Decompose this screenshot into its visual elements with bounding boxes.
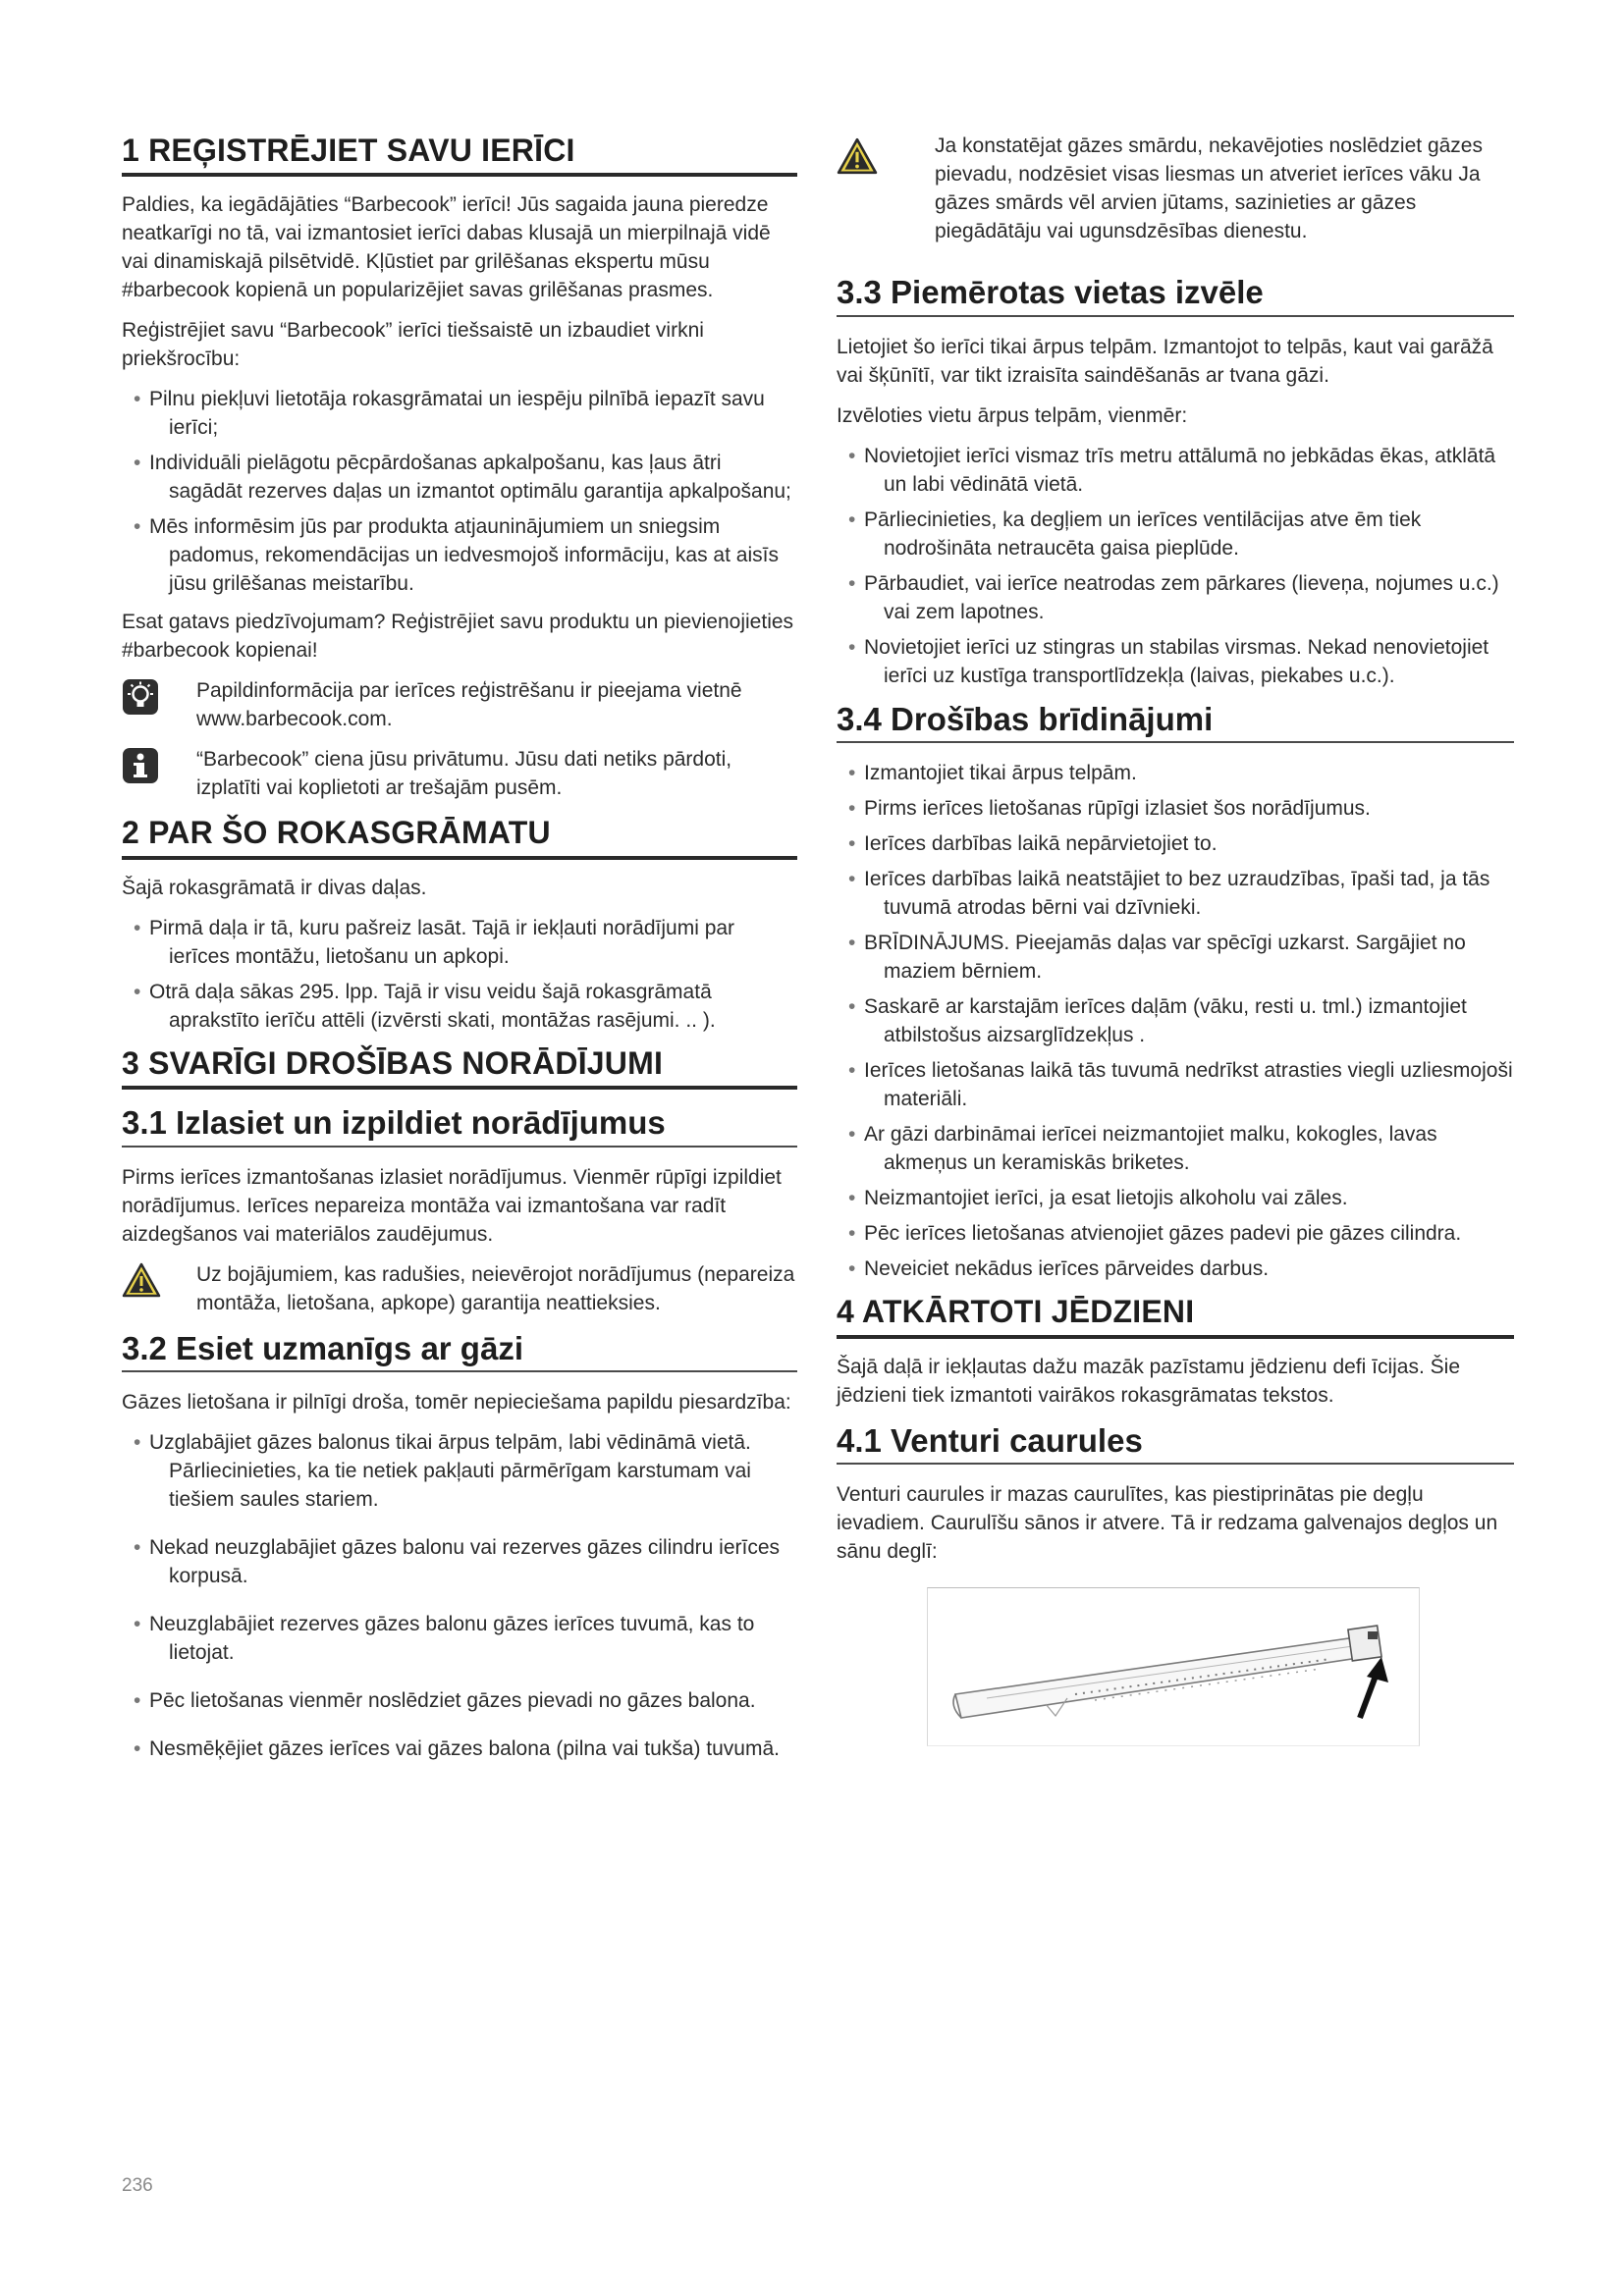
section-3-4-title: 3.4 Drošības brīdinājumi: [837, 700, 1514, 744]
list-item: • Pēc ierīces lietošanas atvienojiet gāzes padevi pie gāzes cilindra.: [837, 1219, 1514, 1248]
page-number: 236: [122, 2175, 153, 2196]
list-item: • Pilnu piekļuvi lietotāja rokasgrāmatai un iespēju pilnībā iepazīt savu ierīci;: [122, 385, 797, 442]
list-item: • Novietojiet ierīci vismaz trīs metru attālumā no jebkādas ēkas, atklātā un labi vēdinātā vietā.: [837, 442, 1514, 499]
right-column: [837, 132, 1514, 1746]
list-item: • Pārliecinieties, ka degļiem un ierīces ventilācijas atve ēm tiek nodrošināta netraucēta gaisa pieplūde.: [837, 506, 1514, 562]
list-item: • Ierīces lietošanas laikā tās tuvumā nedrīkst atrasties viegli uzliesmojoši materiāli.: [837, 1056, 1514, 1113]
s31-paragraph: Pirms ierīces izmantošanas izlasiet norādījumus. Vienmēr rūpīgi izpildiet norādījumus. Ierīces nepareiza montāža vai izmantošana var radīt aizdegšanos vai materiālos zaudējumus.: [122, 1165, 782, 1246]
list-item: • Novietojiet ierīci uz stingras un stabilas virsmas. Nekad nenovietojiet ierīci uz kustīga transportlīdzekļa (laivas, piekabes u.c.).: [837, 633, 1514, 690]
tip-note: [122, 676, 797, 733]
list-item: • Pēc lietošanas vienmēr noslēdziet gāzes pievadi no gāzes balona.: [122, 1686, 797, 1715]
s33-paragraph-2: Izvēloties vietu ārpus telpām, vienmēr:: [837, 403, 1188, 427]
s41-paragraph: Venturi caurules ir mazas caurulītes, kas piestiprinātas pie degļu ievadiem. Caurulīšu sānos ir atvere. Tā ir redzama galvenajos degļos un sānu deglī:: [837, 1483, 1498, 1564]
section-3-1-title: 3.1 Izlasiet un izpildiet norādījumus: [122, 1103, 797, 1148]
list-item: • Mēs informēsim jūs par produkta atjauninājumiem un sniegsim padomus, rekomendācijas un iedvesmojoš informāciju, kas at aisīs jūsu grilēšanas meistarību.: [122, 512, 797, 598]
list-item: • Ar gāzi darbināmai ierīcei neizmantojiet malku, kokogles, lavas akmeņus un keramiskās briketes.: [837, 1120, 1514, 1177]
s1-paragraph-2: Reģistrējiet savu “Barbecook” ierīci tiešsaistē un izbaudiet virkni priekšrocību:: [122, 319, 704, 371]
list-item: • BRĪDINĀJUMS. Pieejamās daļas var spēcīgi uzkarst. Sargājiet no maziem bērniem.: [837, 929, 1514, 986]
list-item: • Uzglabājiet gāzes balonus tikai ārpus telpām, labi vēdināmā vietā. Pārliecinieties, ka tie netiek pakļauti pārmērīgam karstumam vai tiešiem saules stariem.: [122, 1428, 797, 1514]
s1-paragraph-1: Paldies, ka iegādājāties “Barbecook” ierīci! Jūs sagaida jauna pieredze neatkarīgi no tā, vai izmantosiet ierīci dabas klusajā un mierpilnajā vidē vai dinamiskajā pilsētvidē. Kļūstiet par grilēšanas ekspertu mūsu #barbecook kopienā un popularizējiet savas grilēšanas prasmes.: [122, 193, 771, 302]
s1-paragraph-3: Esat gatavs piedzīvojumam? Reģistrējiet savu produktu un pievienojieties #barbecook kopienai!: [122, 611, 794, 663]
s31-warning-text: Uz bojājumiem, kas radušies, neievērojot norādījumus (nepareiza montāža, lietošana, apkope) garantija neattieksies.: [196, 1262, 795, 1314]
section-4-1-title: 4.1 Venturi caurules: [837, 1421, 1514, 1466]
list-item: • Ierīces darbības laikā neatstājiet to bez uzraudzības, īpaši tad, ja tās tuvumā atrodas bērni vai dzīvnieki.: [837, 865, 1514, 922]
list-item: • Pirms ierīces lietošanas rūpīgi izlasiet šos norādījumus.: [837, 794, 1514, 823]
s33-list: [837, 442, 1514, 690]
info-note: [122, 745, 797, 802]
list-item: • Neuzglabājiet rezerves gāzes balonu gāzes ierīces tuvumā, kas to lietojat.: [122, 1610, 797, 1667]
list-item: • Otrā daļa sākas 295. lpp. Tajā ir visu veidu šajā rokasgrāmatā aprakstīto ierīču attēli (izvērsti skati, montāžas rasējumi. .. ).: [122, 978, 797, 1035]
list-item: • Pārbaudiet, vai ierīce neatrodas zem pārkares (lieveņa, nojumes u.c.) vai zem lapotnes.: [837, 569, 1514, 626]
info-note-text: “Barbecook” ciena jūsu privātumu. Jūsu dati netiks pārdoti, izplatīti vai koplietoti ar trešajām pusēm.: [196, 748, 732, 800]
s2-paragraph-1: Šajā rokasgrāmatā ir divas daļas.: [122, 876, 427, 899]
s2-list: [122, 914, 797, 1035]
section-2-title: 2 PAR ŠO ROKASGRĀMATU: [122, 814, 797, 859]
list-item: • Neveiciet nekādus ierīces pārveides darbus.: [837, 1255, 1514, 1283]
section-3-3-title: 3.3 Piemērotas vietas izvēle: [837, 273, 1514, 317]
list-item: • Saskarē ar karstajām ierīces daļām (vāku, resti u. tml.) izmantojiet atbilstošus aizsarglīdzekļus .: [837, 992, 1514, 1049]
list-item: • Individuāli pielāgotu pēcpārdošanas apkalpošanu, kas ļaus ātri sagādāt rezerves daļas un izmantot optimālu garantija apkalpošanu;: [122, 449, 797, 506]
list-item: • Nekad neuzglabājiet gāzes balonu vai rezerves gāzes cilindru ierīces korpusā.: [122, 1533, 797, 1590]
lightbulb-icon: [122, 678, 161, 721]
list-item: • Izmantojiet tikai ārpus telpām.: [837, 759, 1514, 787]
s32-paragraph: Gāzes lietošana ir pilnīgi droša, tomēr nepieciešama papildu piesardzība:: [122, 1391, 791, 1415]
list-item: • Pirmā daļa ir tā, kuru pašreiz lasāt. Tajā ir iekļauti norādījumi par ierīces montāžu, lietošanu un apkopi.: [122, 914, 797, 971]
left-column: [122, 132, 797, 1783]
s34-list: [837, 759, 1514, 1283]
s4-paragraph: Šajā daļā ir iekļautas dažu mazāk pazīstamu jēdzienu defi īcijas. Šie jēdzieni tiek izmantoti vairākos rokasgrāmatas tekstos.: [837, 1355, 1461, 1407]
section-4-title: 4 ATKĀRTOTI JĒDZIENI: [837, 1293, 1514, 1338]
list-item: • Nesmēķējiet gāzes ierīces vai gāzes balona (pilna vai tukša) tuvumā.: [122, 1735, 797, 1763]
s1-benefits-list: [122, 385, 797, 598]
section-3-title: 3 SVARĪGI DROŠĪBAS NORĀDĪJUMI: [122, 1044, 797, 1090]
info-icon: [122, 747, 161, 789]
warning-icon: [122, 1262, 161, 1303]
s31-warning: [122, 1260, 797, 1317]
section-1-title: 1 REĢISTRĒJIET SAVU IERĪCI: [122, 132, 797, 177]
section-3-2-title: 3.2 Esiet uzmanīgs ar gāzi: [122, 1329, 797, 1373]
venturi-tube-figure: [927, 1587, 1420, 1746]
warning-icon: [837, 137, 880, 180]
list-item: • Ierīces darbības laikā nepārvietojiet to.: [837, 829, 1514, 858]
venturi-tube-drawing: [928, 1588, 1419, 1745]
s32-list: [122, 1428, 797, 1763]
tip-note-text: Papildinformācija par ierīces reģistrēšanu ir pieejama vietnē www.barbecook.com.: [196, 679, 742, 731]
s33-paragraph-1: Lietojiet šo ierīci tikai ārpus telpām. Izmantojot to telpās, kaut vai garāžā vai šķūnītī, var tikt izraisīta saindēšanās ar tvana gāzi.: [837, 335, 1493, 387]
gas-smell-warning: [837, 132, 1514, 245]
gas-smell-warning-text: Ja konstatējat gāzes smārdu, nekavējoties noslēdziet gāzes pievadu, nodzēsiet visas liesmas un atveriet ierīces vāku Ja gāzes smārds vēl arvien jūtams, sazinieties ar gāzes piegādātāju vai ugunsdzēsības dienestu.: [935, 134, 1483, 242]
list-item: • Neizmantojiet ierīci, ja esat lietojis alkoholu vai zāles.: [837, 1184, 1514, 1212]
